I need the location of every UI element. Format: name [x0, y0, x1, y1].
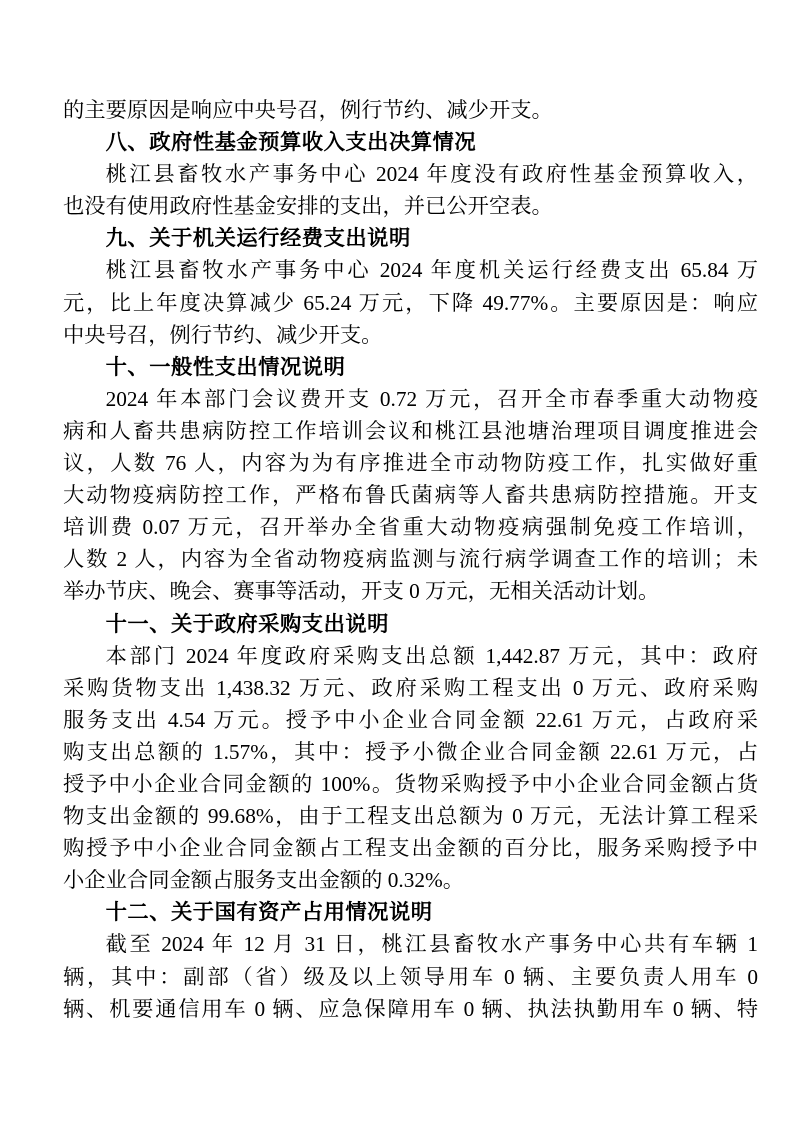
doc-line: 桃江县畜牧水产事务中心 2024 年度机关运行经费支出 65.84 万	[105, 258, 758, 283]
doc-line: 人数 2 人，内容为全省动物疫病监测与流行病学调查工作的培训；未	[63, 547, 758, 572]
doc-line: 物支出金额的 99.68%，由于工程支出总额为 0 万元，无法计算工程采	[63, 804, 758, 829]
document-text-block	[63, 94, 758, 1025]
doc-line: 辆，其中：副部（省）级及以上领导用车 0 辆、主要负责人用车 0	[63, 964, 758, 989]
doc-line: 服务支出 4.54 万元。授予中小企业合同金额 22.61 万元，占政府采	[63, 707, 758, 732]
doc-line: 采购货物支出 1,438.32 万元、政府采购工程支出 0 万元、政府采购	[63, 675, 758, 700]
section-heading-10: 十、一般性支出情况说明	[105, 354, 346, 379]
doc-line: 辆、机要通信用车 0 辆、应急保障用车 0 辆、执法执勤用车 0 辆、特	[63, 996, 758, 1021]
doc-line: 大动物疫病防控工作，严格布鲁氏菌病等人畜共患病防控措施。开支	[63, 483, 758, 508]
section-heading-9: 九、关于机关运行经费支出说明	[105, 226, 411, 251]
doc-line: 培训费 0.07 万元，召开举办全省重大动物疫病强制免疫工作培训，	[63, 515, 758, 540]
doc-line: 元，比上年度决算减少 65.24 万元，下降 49.77%。主要原因是：响应	[63, 290, 758, 315]
doc-line: 的主要原因是响应中央号召，例行节约、减少开支。	[63, 98, 553, 122]
section-heading-12: 十二、关于国有资产占用情况说明	[105, 900, 433, 925]
doc-line: 2024 年本部门会议费开支 0.72 万元，召开全市春季重大动物疫	[105, 386, 758, 411]
doc-line: 桃江县畜牧水产事务中心 2024 年度没有政府性基金预算收入，	[105, 162, 758, 187]
section-heading-11: 十一、关于政府采购支出说明	[105, 611, 389, 636]
doc-line: 小企业合同金额占服务支出金额的 0.32%。	[63, 868, 465, 893]
doc-line: 本部门 2024 年度政府采购支出总额 1,442.87 万元，其中：政府	[105, 643, 758, 668]
doc-line: 议，人数 76 人，内容为为有序推进全市动物防疫工作，扎实做好重	[63, 451, 758, 476]
doc-line: 病和人畜共患病防控工作培训会议和桃江县池塘治理项目调度推进会	[63, 418, 758, 443]
section-heading-8: 八、政府性基金预算收入支出决算情况	[105, 130, 477, 155]
doc-line: 中央号召，例行节约、减少开支。	[63, 322, 383, 347]
doc-line: 购支出总额的 1.57%，其中：授予小微企业合同金额 22.61 万元，占	[63, 739, 758, 764]
doc-line: 也没有使用政府性基金安排的支出，并已公开空表。	[63, 194, 553, 219]
doc-line: 举办节庆、晚会、赛事等活动，开支 0 万元，无相关活动计划。	[63, 579, 660, 604]
doc-line: 购授予中小企业合同金额占工程支出金额的百分比，服务采购授予中	[63, 836, 758, 861]
doc-line: 截至 2024 年 12 月 31 日，桃江县畜牧水产事务中心共有车辆 1	[105, 932, 758, 957]
doc-line: 授予中小企业合同金额的 100%。货物采购授予中小企业合同金额占货	[63, 771, 758, 796]
